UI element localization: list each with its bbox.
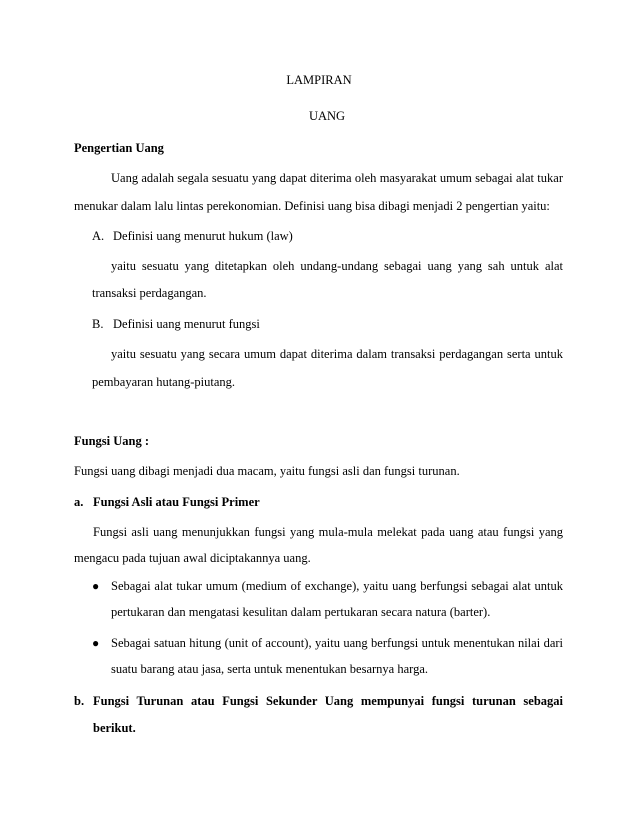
item-a-line1: yaitu sesuatu yang ditetapkan oleh undang-undang sebagai uang yang sah untuk alat [111, 259, 563, 273]
fungsi-a-bullet2-line2: suatu barang atau jasa, serta untuk menentukan besarnya harga. [111, 662, 429, 676]
section-heading-pengertian: Pengertian Uang [74, 141, 164, 155]
fungsi-intro: Fungsi uang dibagi menjadi dua macam, yaitu fungsi asli dan fungsi turunan. [74, 464, 460, 478]
fungsi-a-bullet2-line1: Sebagai satuan hitung (unit of account), yaitu uang berfungsi untuk menentukan nilai dari [111, 636, 563, 650]
fungsi-a-line2: mengacu pada tujuan awal diciptakannya uang. [74, 551, 311, 565]
pengertian-intro-line1: Uang adalah segala sesuatu yang dapat diterima oleh masyarakat umum sebagai alat tukar [111, 171, 563, 185]
document-subtitle: UANG [308, 109, 346, 123]
fungsi-b-line1: Fungsi Turunan atau Fungsi Sekunder Uang mempunyai fungsi turunan sebagai [93, 694, 563, 708]
fungsi-b-line2: berikut. [93, 721, 136, 735]
item-a-marker: A. [92, 229, 105, 243]
section-heading-fungsi: Fungsi Uang : [74, 434, 150, 448]
item-b-line1: yaitu sesuatu yang secara umum dapat diterima dalam transaksi perdagangan serta untuk [111, 347, 563, 361]
fungsi-a-line1: Fungsi asli uang menunjukkan fungsi yang mula-mula melekat pada uang atau fungsi yang [93, 525, 563, 539]
fungsi-a-bullet1-line2: pertukaran dan mengatasi kesulitan dalam pertukaran secara natura (barter). [111, 605, 491, 619]
fungsi-a-marker: a. [74, 495, 84, 509]
fungsi-a-bullet1-line1: Sebagai alat tukar umum (medium of exchange), yaitu uang berfungsi sebagai alat untuk [111, 579, 563, 593]
fungsi-b-marker: b. [74, 694, 85, 708]
item-b-line2: pembayaran hutang-piutang. [92, 375, 236, 389]
item-b-marker: B. [92, 317, 104, 331]
bullet-icon: ● [92, 579, 100, 593]
pengertian-intro-line2: menukar dalam lalu lintas perekonomian. Definisi uang bisa dibagi menjadi 2 pengertian yaitu: [74, 199, 550, 213]
bullet-icon: ● [92, 636, 100, 650]
item-a-title: Definisi uang menurut hukum (law) [113, 229, 293, 243]
document-title: LAMPIRAN [286, 73, 352, 87]
item-b-title: Definisi uang menurut fungsi [113, 317, 260, 331]
item-a-line2: transaksi perdagangan. [92, 286, 207, 300]
fungsi-a-title: Fungsi Asli atau Fungsi Primer [93, 495, 260, 509]
